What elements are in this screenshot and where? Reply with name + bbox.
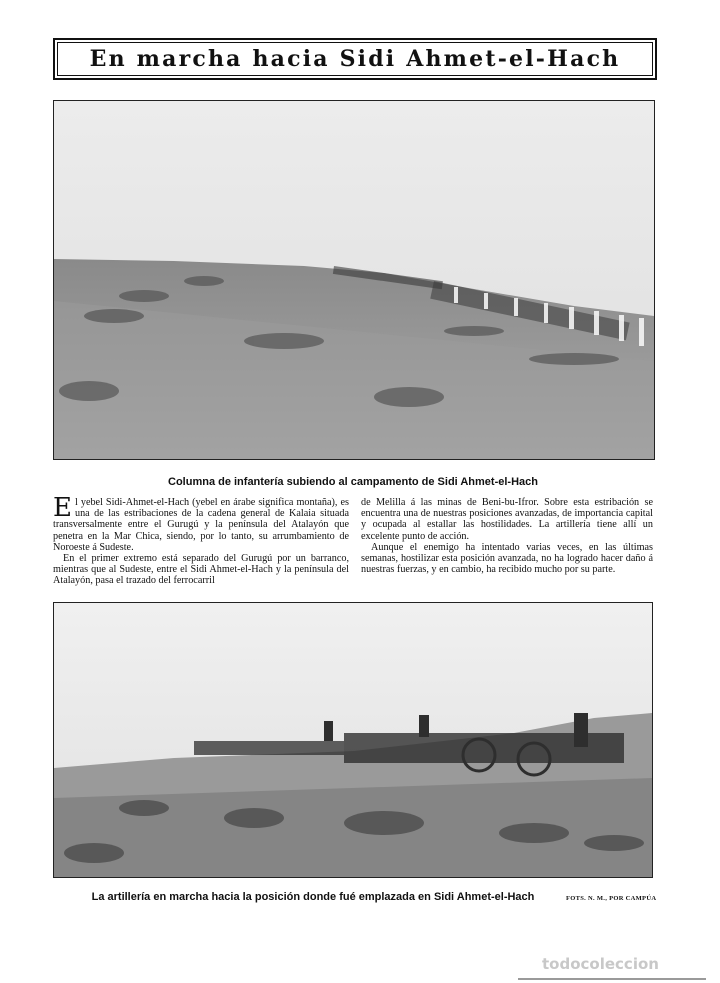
photo-caption-1: Columna de infantería subiendo al campamento de Sidi Ahmet-el-Hach: [168, 476, 538, 488]
article-column-left: [53, 493, 349, 587]
watermark: todocoleccion: [542, 955, 659, 973]
photo-credit: FOTS. N. M., POR CAMPÚA: [566, 895, 657, 902]
photo-artillery-march: [53, 602, 653, 878]
article-paragraph: En el primer extremo está separado del Gurugú por un barranco, mientras que al Sudeste, entre el Sidi Ahmet-el-Hach y la península del Atalayón, pasa el trazado del ferrocarril: [53, 553, 349, 587]
article-paragraph: Aunque el enemigo ha intentado varias veces, en las últimas semanas, hostilizar esta posición avanzada, no ha logrado hacer daño á nuestras fuerzas, y en cambio, ha recibido mucho por su parte.: [361, 541, 653, 576]
article-column-right: [361, 497, 653, 575]
headline: En marcha hacia Sidi Ahmet-el-Hach: [89, 46, 621, 72]
drop-cap: E: [53, 493, 72, 523]
paragraph-text: l yebel Sidi-Ahmet-el-Hach (yebel en árabe significa montaña), es una de las estribaciones de la cadena general de Kalaia situada transversalmente entre el Gurugú y la península del Atalayón que penetra en la Mar Chica, siendo, por lo tanto, su arrumbamiento de Noroeste á Sudeste.: [53, 497, 349, 553]
watermark-underline: [518, 978, 706, 980]
photo-caption-2: La artillería en marcha hacia la posición donde fué emplazada en Sidi Ahmet-el-Hach: [91, 891, 535, 903]
headline-frame: [53, 38, 657, 80]
article-paragraph: [53, 493, 349, 553]
photo-infantry-column: [53, 100, 655, 460]
article-paragraph: de Melilla á las minas de Beni-bu-Ifror. Sobre esta estribación se encuentra una de nuestras posiciones avanzadas, de importancia capital y ocupada al estallar las hostilidades. La artillería tiene allí un excelente punto de acción.: [361, 497, 653, 542]
